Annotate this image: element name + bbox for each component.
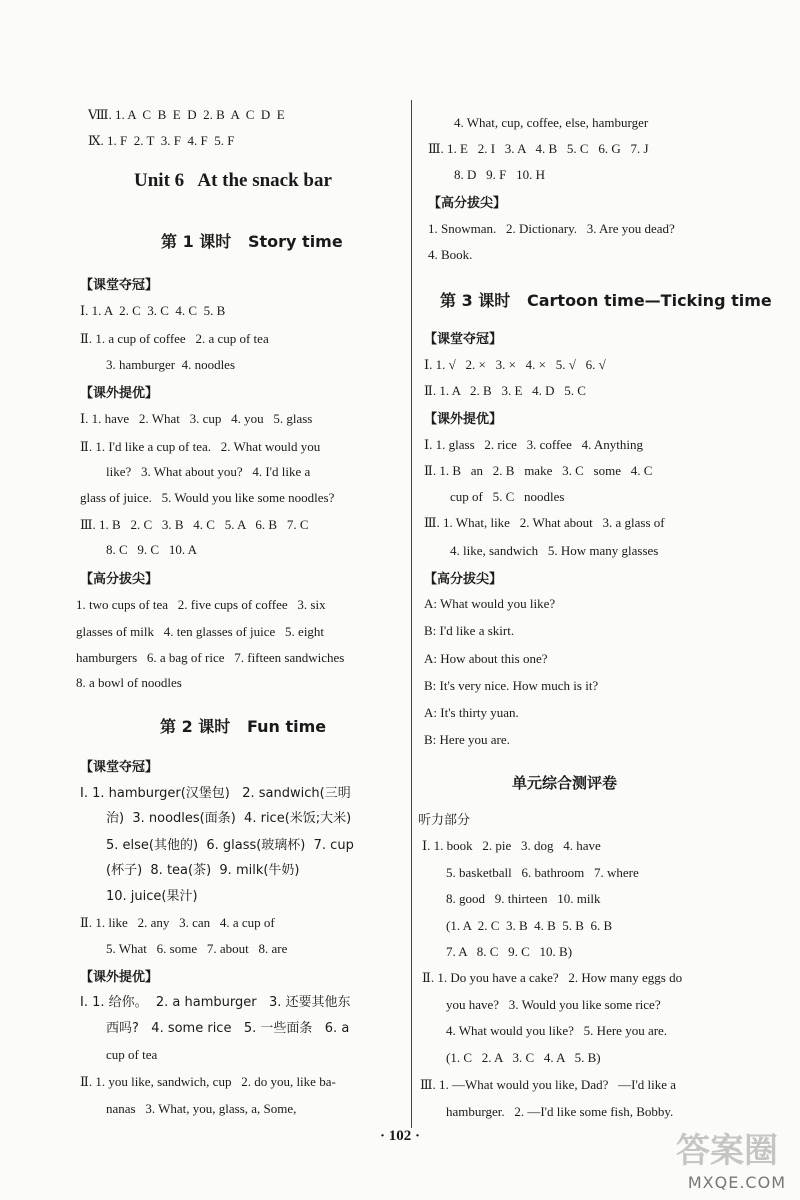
answer-line: nanas 3. What, you, glass, a, Some, (106, 1101, 297, 1116)
answer-line: 5. basketball 6. bathroom 7. where (446, 865, 639, 880)
answer-line: Ⅱ. 1. B an 2. B make 3. C some 4. C (424, 463, 653, 478)
dialogue-line: A: How about this one? (424, 651, 548, 666)
answer-line: 8. a bowl of noodles (76, 675, 182, 690)
page-number: · 102 · (379, 1128, 420, 1144)
answer-line: 3. hamburger 4. noodles (106, 357, 236, 372)
answer-line: 8. D 9. F 10. H (454, 167, 546, 182)
answer-line: hamburger. 2. —I'd like some fish, Bobby. (446, 1104, 674, 1119)
section-tag: 【课堂夺冠】 (424, 332, 503, 347)
answer-line: (杯子) 8. tea(茶) 9. milk(牛奶) (106, 863, 300, 878)
section-tag: 【课外提优】 (424, 412, 503, 427)
answer-line: 1. two cups of tea 2. five cups of coffee 3. six (76, 597, 326, 612)
answer-line: Ⅰ. 1. have 2. What 3. cup 4. you 5. glass (80, 411, 313, 426)
answer-line: Ⅱ. 1. Do you have a cake? 2. How many eggs do (422, 970, 683, 985)
lesson-title: 第 3 课时 Cartoon time—Ticking time (440, 291, 772, 310)
answer-line: 4. like, sandwich 5. How many glasses (450, 543, 659, 558)
column-divider (411, 100, 412, 1128)
answer-line: Ⅱ. 1. you like, sandwich, cup 2. do you, like ba- (80, 1074, 336, 1089)
answer-line: 4. What would you like? 5. Here you are. (446, 1023, 668, 1038)
answer-line: Ⅰ. 1. hamburger(汉堡包) 2. sandwich(三明 (80, 786, 351, 801)
answer-line: 8. good 9. thirteen 10. milk (446, 891, 601, 906)
section-tag: 【课外提优】 (80, 386, 159, 401)
answer-line: Ⅲ. 1. B 2. C 3. B 4. C 5. A 6. B 7. C (80, 517, 309, 532)
dialogue-line: A: It's thirty yuan. (424, 705, 519, 720)
lesson-title: 第 1 课时 Story time (161, 232, 343, 251)
section-tag: 【高分拔尖】 (428, 196, 507, 211)
dialogue-line: A: What would you like? (424, 596, 556, 611)
unit-test-title: 单元综合测评卷 (512, 774, 618, 792)
answer-line: 5. What 6. some 7. about 8. are (106, 941, 288, 956)
answer-line: 8. C 9. C 10. A (106, 542, 198, 557)
answer-line: hamburgers 6. a bag of rice 7. fifteen sandwiches (76, 650, 345, 665)
dialogue-line: B: I'd like a skirt. (424, 623, 515, 638)
answer-line: Ⅲ. 1. E 2. I 3. A 4. B 5. C 6. G 7. J (428, 141, 649, 156)
section-tag: 【课堂夺冠】 (80, 760, 159, 775)
answer-line: Ⅲ. 1. —What would you like, Dad? —I'd like a (420, 1077, 677, 1092)
answer-line: glass of juice. 5. Would you like some noodles? (80, 490, 335, 505)
answer-line: Ⅲ. 1. What, like 2. What about 3. a glass of (424, 515, 665, 530)
answer-line: 10. juice(果汁) (106, 889, 198, 904)
answer-line: Ⅱ. 1. like 2. any 3. can 4. a cup of (80, 915, 275, 930)
answer-line: 4. What, cup, coffee, else, hamburger (454, 115, 649, 130)
answer-line: 7. A 8. C 9. C 10. B) (446, 944, 573, 959)
answer-line: glasses of milk 4. ten glasses of juice 5. eight (76, 624, 325, 639)
answer-line: cup of 5. C noodles (450, 489, 565, 504)
answer-line: Ⅰ. 1. glass 2. rice 3. coffee 4. Anything (424, 437, 643, 452)
dialogue-line: B: Here you are. (424, 732, 510, 747)
answer-line: 西吗? 4. some rice 5. 一些面条 6. a (106, 1021, 350, 1036)
answer-line: 4. Book. (428, 247, 473, 262)
answer-line: you have? 3. Would you like some rice? (446, 997, 661, 1012)
answer-line: Ⅱ. 1. I'd like a cup of tea. 2. What would you (80, 439, 321, 454)
answer-line: cup of tea (106, 1047, 158, 1062)
answer-line: Ⅰ. 1. book 2. pie 3. dog 4. have (422, 838, 601, 853)
answer-line: like? 3. What about you? 4. I'd like a (106, 464, 311, 479)
answer-line: Ⅰ. 1. A 2. C 3. C 4. C 5. B (80, 303, 226, 318)
section-tag: 【课堂夺冠】 (80, 278, 159, 293)
answer-line: (1. C 2. A 3. C 4. A 5. B) (446, 1050, 601, 1065)
answer-line: 1. Snowman. 2. Dictionary. 3. Are you dead? (428, 221, 675, 236)
answer-line: Ⅷ. 1. A C B E D 2. B A C D E (88, 107, 285, 122)
section-tag: 【课外提优】 (80, 970, 159, 985)
answer-line: Ⅸ. 1. F 2. T 3. F 4. F 5. F (88, 133, 235, 148)
section-tag: 【高分拔尖】 (424, 572, 503, 587)
answer-line: Ⅰ. 1. 给你。 2. a hamburger 3. 还要其他东 (80, 995, 351, 1010)
section-label: 听力部分 (418, 813, 471, 828)
dialogue-line: B: It's very nice. How much is it? (424, 678, 599, 693)
watermark-logo: 答案圈 (676, 1131, 778, 1171)
watermark-url: MXQE.COM (687, 1173, 786, 1192)
answer-line: 治) 3. noodles(面条) 4. rice(米饭;大米) (106, 811, 352, 826)
answer-line: Ⅰ. 1. √ 2. × 3. × 4. × 5. √ 6. √ (424, 357, 606, 372)
section-tag: 【高分拔尖】 (80, 572, 159, 587)
answer-line: Ⅱ. 1. A 2. B 3. E 4. D 5. C (424, 383, 586, 398)
answer-line: (1. A 2. C 3. B 4. B 5. B 6. B (446, 918, 613, 933)
answer-line: 5. else(其他的) 6. glass(玻璃杯) 7. cup (106, 838, 354, 853)
unit-title: Unit 6 At the snack bar (134, 170, 332, 191)
answer-line: Ⅱ. 1. a cup of coffee 2. a cup of tea (80, 331, 269, 346)
lesson-title: 第 2 课时 Fun time (160, 717, 327, 736)
